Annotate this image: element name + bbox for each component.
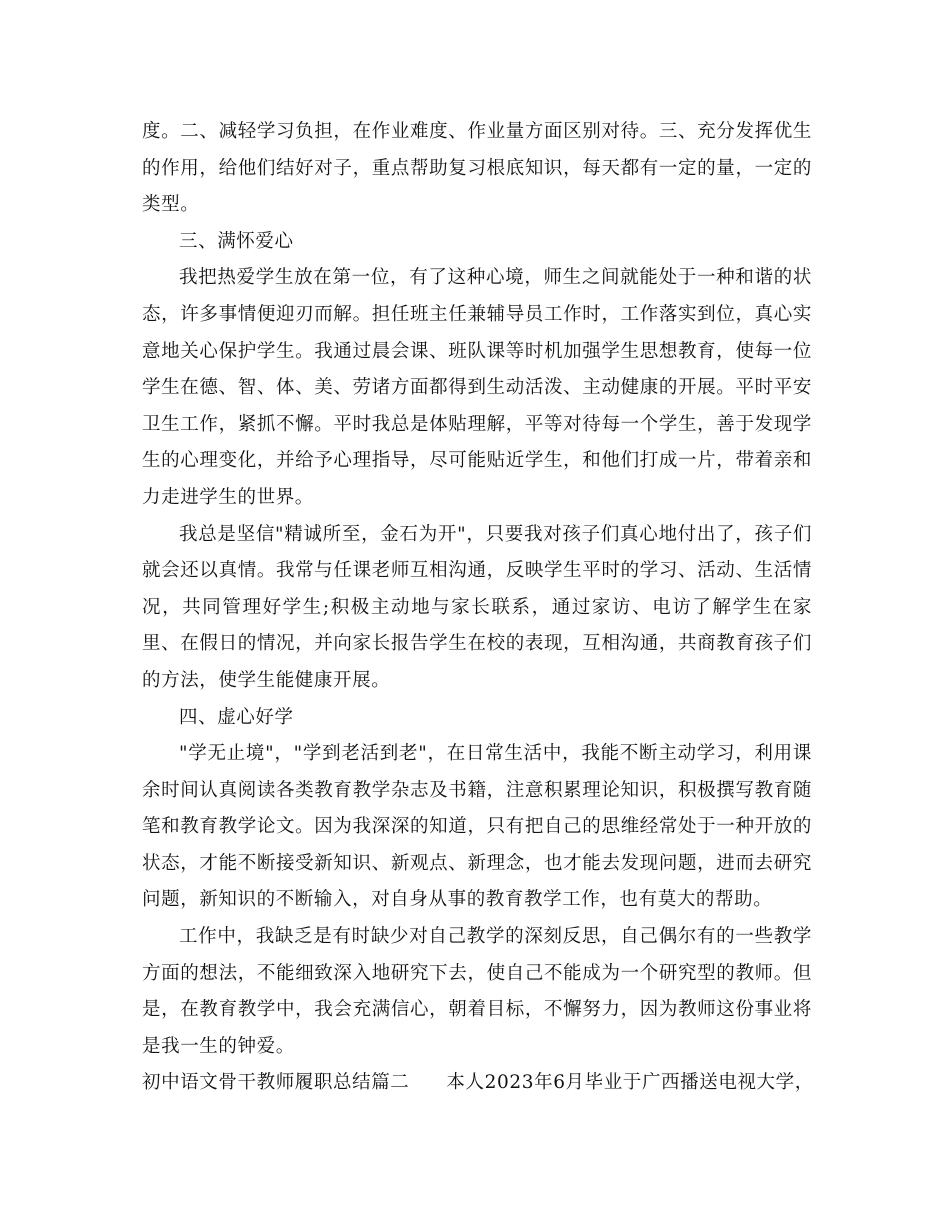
next-article-title: 初中语文骨干教师履职总结篇二 <box>142 1072 410 1094</box>
next-article-line <box>142 1065 812 1102</box>
section-heading-4: 四、虚心好学 <box>179 706 294 728</box>
paragraph-learning: "学无止境"，"学到老活到老"，在日常生活中，我能不断主动学习，利用课余时间认真阅读各类教育教学杂志及书籍，注意积累理论知识，积极撰写教育随笔和教育教学论文。因为我深深的知道，只有把自己的思维经常处于一种开放的状态，才能不断接受新知识、新观点、新理念，也才能去发现问题，进而去研究问题，新知识的不断输入，对自身从事的教育教学工作，也有莫大的帮助。 <box>142 743 812 911</box>
paragraph-reflection: 工作中，我缺乏是有时缺少对自己教学的深刻反思，自己偶尔有的一些教学方面的想法，不能细致深入地研究下去，使自己不能成为一个研究型的教师。但是，在教育教学中，我会充满信心，朝着目标，不懈努力，因为教师这份事业将是我一生的钟爱。 <box>142 926 812 1057</box>
paragraph-communication: 我总是坚信"精诚所至，金石为开"，只要我对孩子们真心地付出了，孩子们就会还以真情。我常与任课老师互相沟通，反映学生平时的学习、活动、生活情况，共同管理好学生;积极主动地与家长联系，通过家访、电访了解学生在家里、在假日的情况，并向家长报告学生在校的表现，互相沟通，共商教育孩子们的方法，使学生能健康开展。 <box>142 523 812 691</box>
paragraph-care: 我把热爱学生放在第一位，有了这种心境，师生之间就能处于一种和谐的状态，许多事情便迎刃而解。担任班主任兼辅导员工作时，工作落实到位，真心实意地关心保护学生。我通过晨会课、班队课等时机加强学生思想教育，使每一位学生在德、智、体、美、劳诸方面都得到生动活泼、主动健康的开展。平时平安卫生工作，紧抓不懈。平时我总是体贴理解，平等对待每一个学生，善于发现学生的心理变化，并给予心理指导，尽可能贴近学生，和他们打成一片，带着亲和力走进学生的世界。 <box>142 267 812 508</box>
document-page <box>142 114 812 1102</box>
next-article-intro: 本人2023年6月毕业于广西播送电视大学， <box>446 1072 814 1094</box>
paragraph-continuation: 度。二、减轻学习负担，在作业难度、作业量方面区别对待。三、充分发挥优生的作用，给他们结好对子，重点帮助复习根底知识，每天都有一定的量，一定的类型。 <box>142 121 812 216</box>
section-heading-3: 三、满怀爱心 <box>179 230 294 252</box>
